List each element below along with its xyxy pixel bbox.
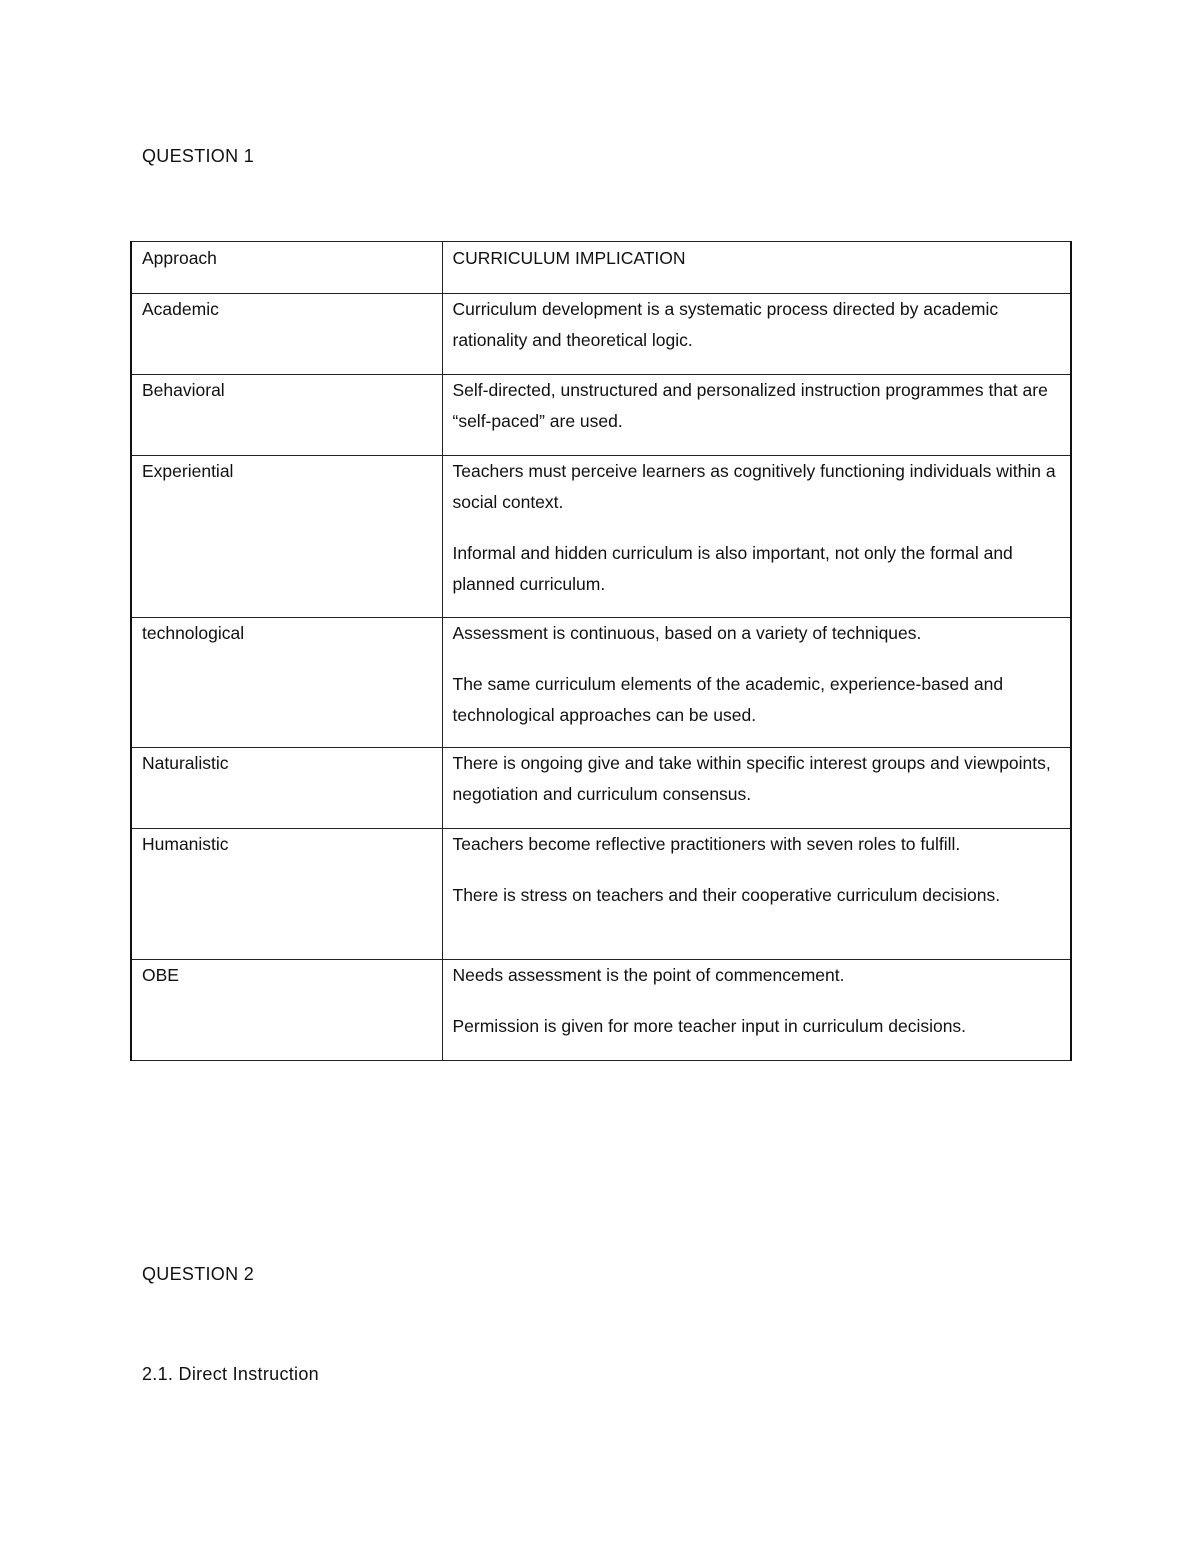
implication-text: There is stress on teachers and their cooperative curriculum decisions. bbox=[452, 885, 1001, 905]
section-2-1-heading: 2.1. Direct Instruction bbox=[142, 1364, 319, 1384]
implication-text: The same curriculum elements of the academic, experience-based and technological approaches can be used. bbox=[452, 674, 1004, 725]
question-1-heading: QUESTION 1 bbox=[142, 146, 255, 166]
implication-text: Informal and hidden curriculum is also important, not only the formal and planned curriculum. bbox=[452, 543, 1013, 594]
implication-cell bbox=[442, 960, 1071, 1061]
table-row-obe bbox=[131, 960, 1071, 1061]
implication-text: Permission is given for more teacher input in curriculum decisions. bbox=[452, 1016, 967, 1036]
implication-cell bbox=[442, 456, 1071, 618]
question-2-heading: QUESTION 2 bbox=[142, 1264, 255, 1284]
implication-cell bbox=[442, 375, 1071, 456]
approach-cell: Behavioral bbox=[131, 375, 442, 456]
approach-cell: OBE bbox=[131, 960, 442, 1061]
approach-cell: Academic bbox=[131, 294, 442, 375]
table-row-behavioral bbox=[131, 375, 1071, 456]
implication-text: Self-directed, unstructured and personalized instruction programmes that are “self-paced” are used. bbox=[452, 380, 1048, 431]
header-approach: Approach bbox=[131, 242, 442, 294]
table-row-experiential bbox=[131, 456, 1071, 618]
implication-text: Teachers must perceive learners as cognitively functioning individuals within a social context. bbox=[452, 461, 1056, 512]
table-row-academic bbox=[131, 294, 1071, 375]
implication-text: Curriculum development is a systematic process directed by academic rationality and theoretical logic. bbox=[452, 299, 999, 350]
implication-cell bbox=[442, 748, 1071, 829]
implication-text: Needs assessment is the point of commencement. bbox=[452, 965, 845, 985]
implication-text: There is ongoing give and take within specific interest groups and viewpoints, negotiation and curriculum consensus. bbox=[452, 753, 1051, 804]
approach-cell: Humanistic bbox=[131, 829, 442, 960]
implication-cell bbox=[442, 829, 1071, 960]
approach-cell: Experiential bbox=[131, 456, 442, 618]
implication-cell bbox=[442, 618, 1071, 748]
implication-text: Assessment is continuous, based on a variety of techniques. bbox=[452, 623, 922, 643]
approach-cell: technological bbox=[131, 618, 442, 748]
header-curriculum-implication: CURRICULUM IMPLICATION bbox=[442, 242, 1071, 294]
implication-text: Teachers become reflective practitioners with seven roles to fulfill. bbox=[452, 834, 961, 854]
implication-cell bbox=[442, 294, 1071, 375]
table-header-row bbox=[131, 242, 1071, 294]
table-row-technological bbox=[131, 618, 1071, 748]
approach-cell: Naturalistic bbox=[131, 748, 442, 829]
table-row-humanistic bbox=[131, 829, 1071, 960]
table-row-naturalistic bbox=[131, 748, 1071, 829]
curriculum-approaches-table bbox=[130, 241, 1072, 1061]
